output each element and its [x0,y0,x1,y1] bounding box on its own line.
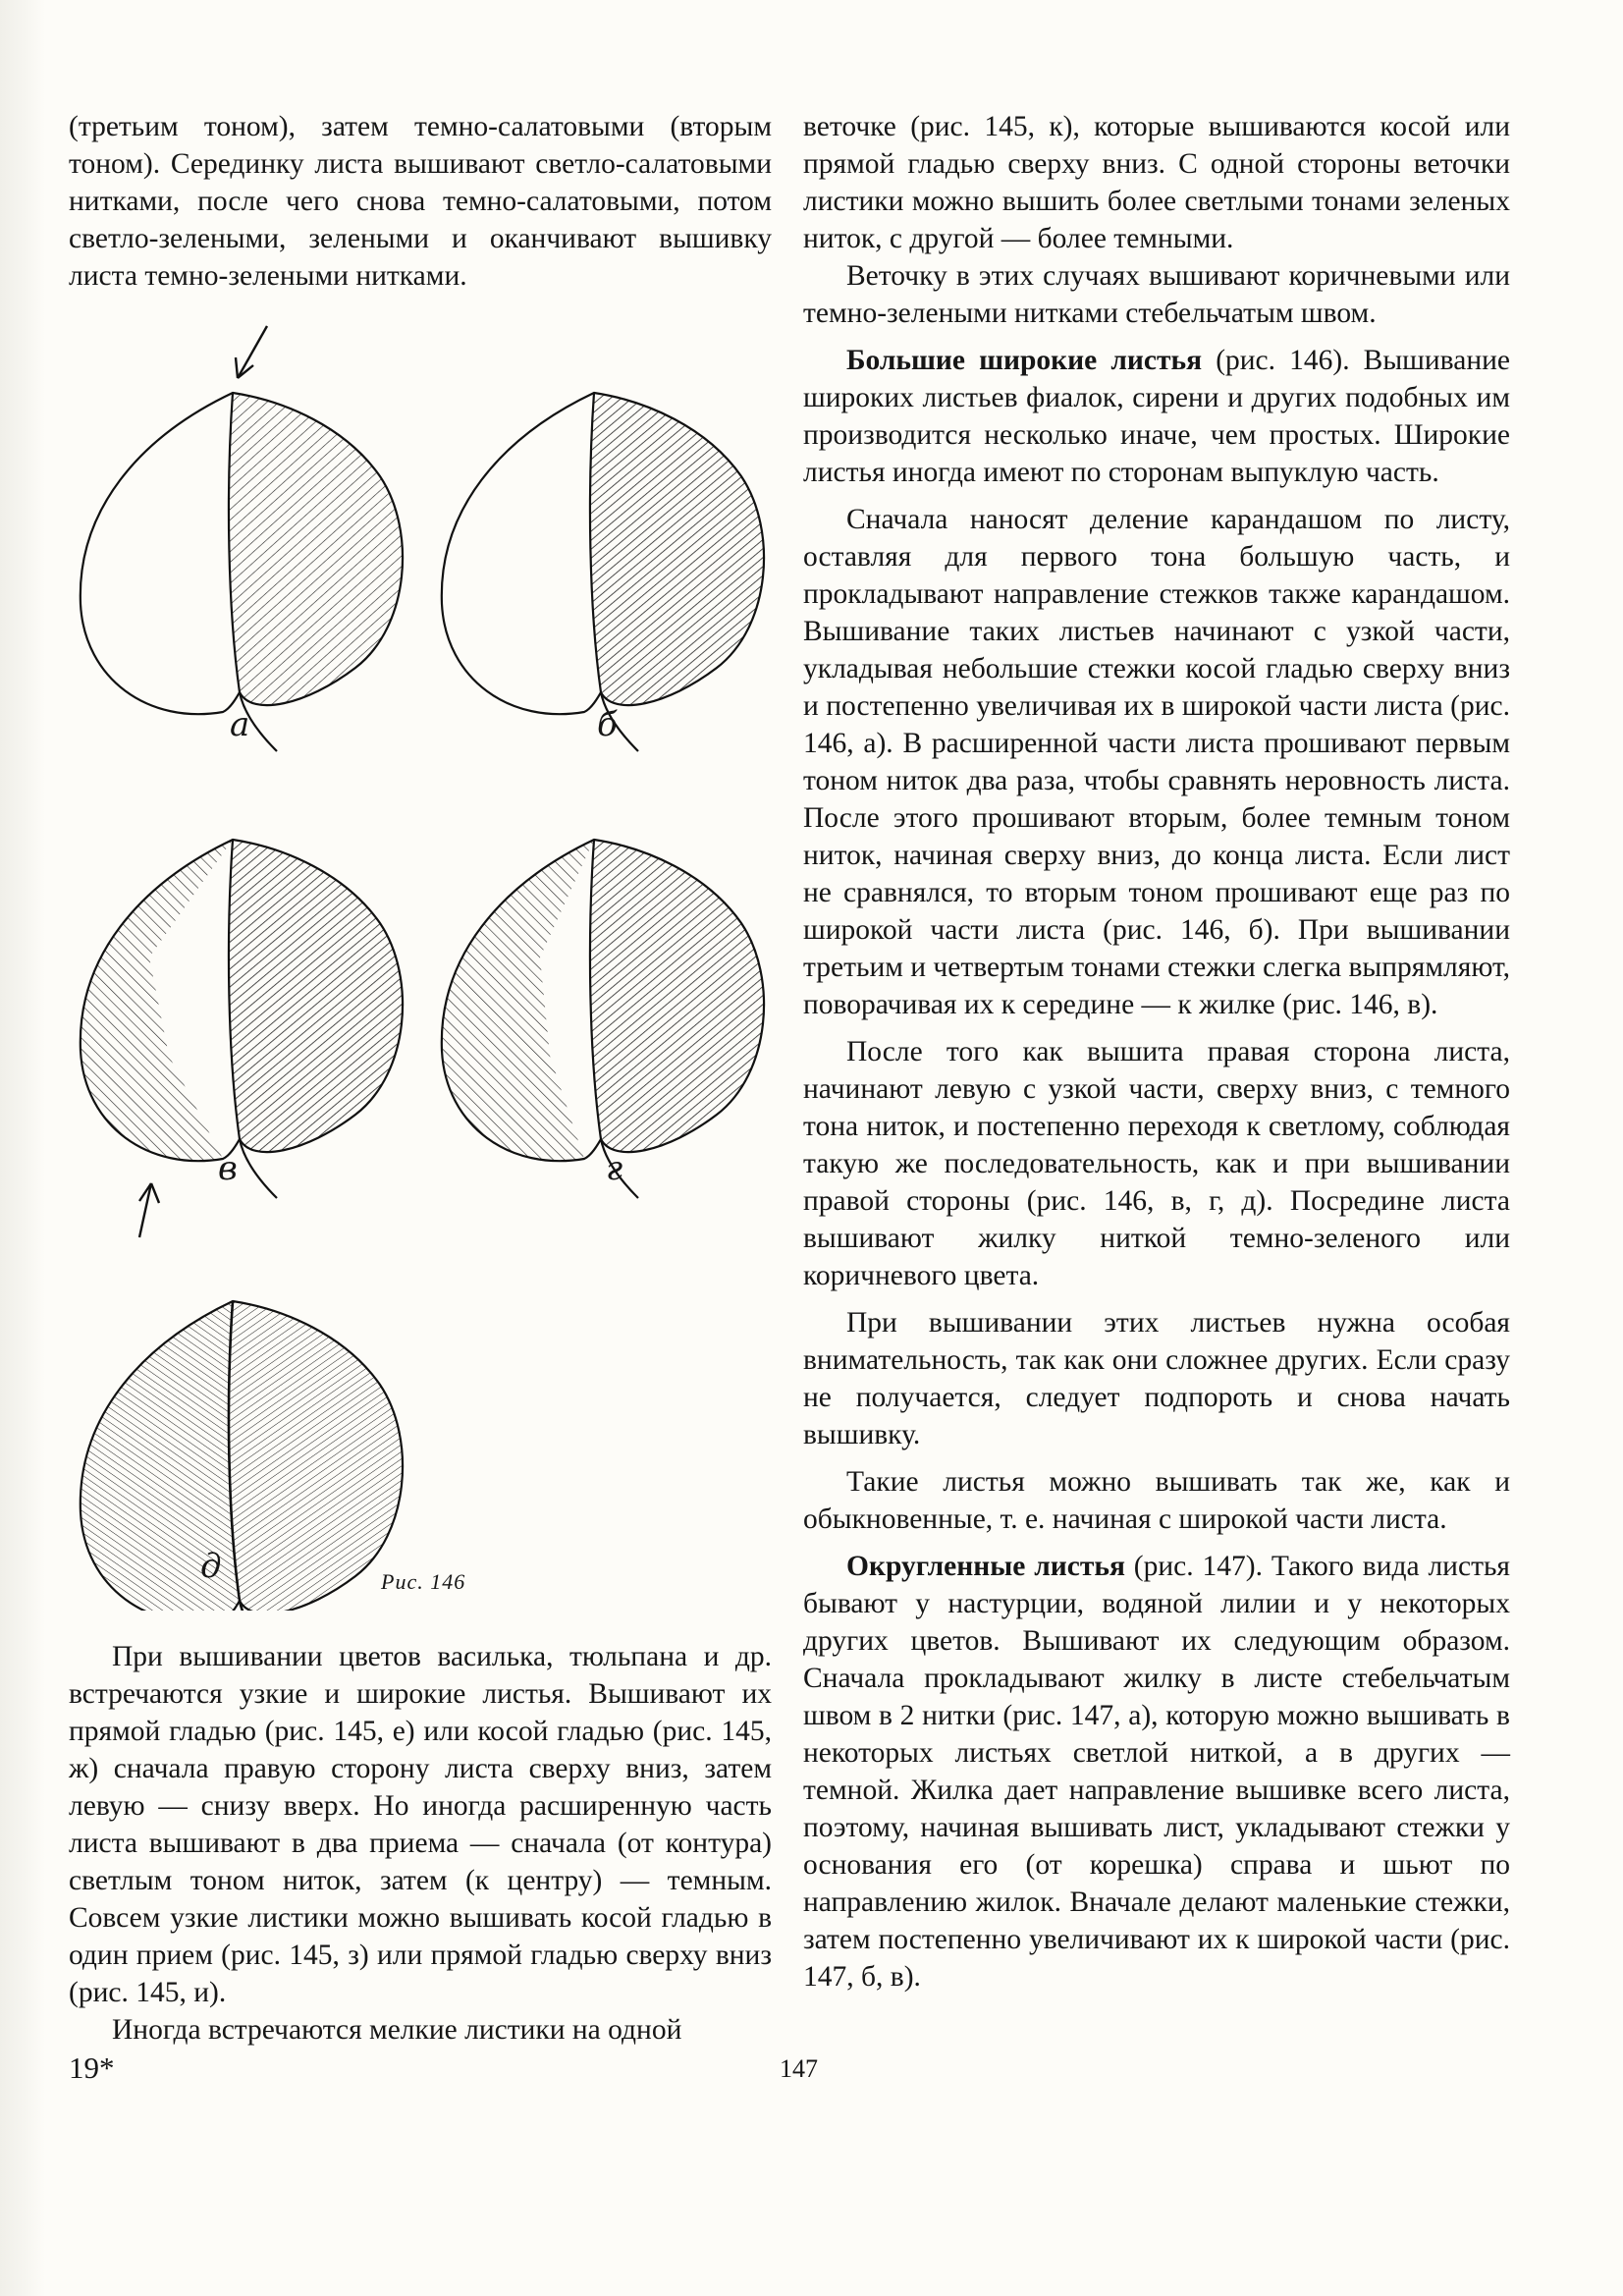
figure-146 [71,314,778,1611]
leaf-illustrations [71,314,778,1611]
paragraph: Сначала наносят деление карандашом по листу, оставляя для первого тона большую часть, и прокладывают направление стежков также карандашом. Вышивание таких листьев начинают с узкой части, укладывая небольшие стежки косой гладью сверху вниз и постепенно увеличивая их в широкой части листа (рис. 146, а). В расширенной части листа прошивают первым тоном ниток два раза, чтобы сравнять неровность листа. После этого прошивают вторым, более темным тоном ниток, начиная сверху вниз, до конца листа. Если лист не сравнялся, то вторым тоном прошивают еще раз по широкой части листа (рис. 146, б). При вышивании третьим и четвертым тонами стежки слегка выпрямляют, поворачивая их к середине — к жилке (рис. 146, в). [803,504,1511,1020]
paragraph-text: (рис. 146). Вышивание широких листьев фиалок, сирени и других подобных им производится несколько иначе, чем простых. Широкие листья иногда имеют по сторонам выпуклую часть. [803,345,1510,488]
paragraph: При вышивании этих листьев нужна особая внимательность, так как они сложнее других. Если сразу не получается, следует подпороть и снова начать вышивку. [803,1307,1510,1450]
label-b: б [597,705,618,744]
section-paragraph-wide-leaves [803,342,1510,491]
label-a: а [230,705,250,744]
paragraph: Такие листья можно вышивать так же, как и обыкновенные, т. е. начиная с широкой части листа. [803,1466,1510,1535]
paragraph: При вышивании цветов василька, тюльпана и др. встречаются узкие и широкие листья. Вышивают их прямой гладью (рис. 145, е) или косой гладью (рис. 145, ж) сначала правую сторону листа сверху вниз, затем левую — снизу вверх. Но иногда расширенную часть листа вышивают в два приема — сначала (от контура) светлым тоном ниток, затем (к центру) — темным. Совсем узкие листики можно вышивать косой гладью в один прием (рис. 145, з) или прямой гладью сверху вниз (рис. 145, и). [69,1641,772,2008]
signature-mark: 19* [69,2050,115,2085]
paragraph: Иногда встречаются мелкие листики на одной [112,2014,682,2046]
paragraph: (третьим тоном), затем темно-салатовыми (вторым тоном). Серединку листа вышивают светло-салатовыми нитками, после чего снова темно-салатовыми, потом светло-зелеными, зелеными и оканчивают вышивку листа темно-зелеными нитками. [69,111,772,292]
section-heading: Округленные листья [846,1551,1125,1582]
paragraph: После того как вышита правая сторона листа, начинают левую с узкой части, сверху вниз, с темного тона ниток, и постепенно переходя к светлому, соблюдая такую же последовательность, как и при вышивании правой стороны (рис. 146, в, г, д). Посредине листа вышивают жилку ниткой темно-зеленого или коричневого цвета. [803,1036,1510,1291]
leaf-v [81,840,424,1237]
section-heading: Большие широкие листья [846,345,1203,376]
paragraph: веточке (рис. 145, к), которые вышиваются косой или прямой гладью сверху вниз. С одной стороны веточки листики можно вышить более светлыми тонами зеленых ниток, с другой — более темными. [803,111,1510,254]
label-v: в [218,1149,238,1188]
scan-edge [0,0,45,2296]
paragraph: Веточку в этих случаях вышивают коричневыми или темно-зелеными нитками стебельчатым швом. [803,260,1510,329]
leaf-d [71,1282,424,1611]
page-number: 147 [780,2054,818,2083]
arrow-up-icon [139,1183,159,1237]
label-g: г [606,1149,623,1188]
label-d: д [200,1547,222,1586]
arrow-down-left-icon [236,326,267,378]
paragraph-text: (рис. 147). Такого вида листья бывают у настурции, водяной лилии и у некоторых других цветов. Вышивают их следующим образом. Сначала прокладывают жилку в листе стебельчатым швом в 2 нитки (рис. 147, а), которую можно вышивать в некоторых листьях светлой ниткой, а в других — темной. Жилка дает направление вышивке всего листа, поэтому, начиная вышивать лист, укладывают стежки у основания его (от корешка) справа и шьют по направлению жилок. Вначале делают маленькие стежки, затем постепенно увеличивают их к широкой части (рис. 147, б, в). [803,1551,1510,1993]
figure-caption: Рис. 146 [381,1569,466,1594]
left-column-top [69,108,772,295]
leaf-a [81,326,424,751]
right-column [803,108,1510,1995]
section-paragraph-round-leaves [803,1548,1510,1995]
leaf-b [442,393,778,751]
leaf-g [442,840,778,1198]
left-column-bottom [69,1638,772,2049]
